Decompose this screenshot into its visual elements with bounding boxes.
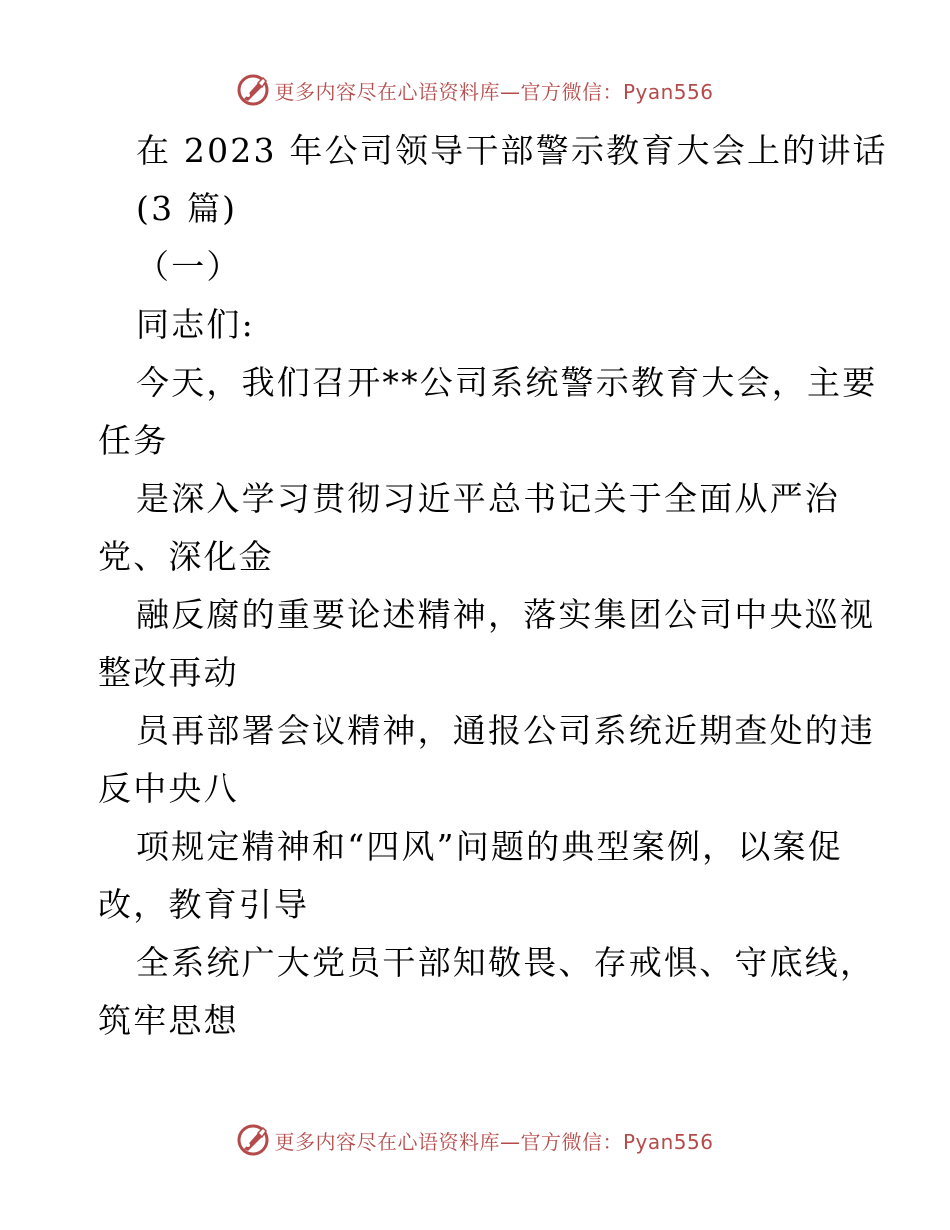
salutation: 同志们: [136, 305, 255, 344]
paragraph-line: 融反腐的重要论述精神，落实集团公司中央巡视 [136, 595, 876, 634]
pen-logo-icon [236, 1123, 270, 1157]
paragraph-line: 反中央八 [98, 769, 239, 808]
banner-dash: — [499, 79, 521, 104]
paragraph-line: 项规定精神和“四风”问题的典型案例，以案促 [136, 827, 843, 866]
banner-text [274, 1126, 713, 1155]
paragraph-line: 党、深化金 [98, 537, 274, 576]
banner-text [274, 76, 713, 105]
banner-text-left: 更多内容尽在心语资料库 [274, 1129, 500, 1154]
banner-text-left: 更多内容尽在心语资料库 [274, 79, 500, 104]
paragraph-line: 是深入学习贯彻习近平总书记关于全面从严治 [136, 479, 840, 518]
document-title-line-2: (3 篇) [136, 189, 238, 228]
banner-text-right: 官方微信：Pyan556 [520, 1129, 714, 1154]
banner-text-right: 官方微信：Pyan556 [520, 79, 714, 104]
paragraph-line: 今天，我们召开**公司系统警示教育大会，主要 [136, 363, 878, 402]
banner-dash: — [499, 1129, 521, 1154]
pen-logo-icon [236, 73, 270, 107]
document-title-line-1: 在 2023 年公司领导干部警示教育大会上的讲话 [136, 131, 888, 170]
paragraph-line: 改，教育引导 [98, 885, 310, 924]
section-heading: （一） [136, 247, 242, 286]
paragraph-line: 任务 [98, 421, 169, 460]
header-banner [0, 70, 950, 110]
paragraph-line: 员再部署会议精神，通报公司系统近期查处的违 [136, 711, 876, 750]
paragraph-line: 全系统广大党员干部知敬畏、存戒惧、守底线， [136, 943, 876, 982]
paragraph-line: 整改再动 [98, 653, 239, 692]
paragraph-line: 筑牢思想 [98, 1001, 239, 1040]
footer-banner [0, 1120, 950, 1160]
document-body [98, 122, 888, 1050]
